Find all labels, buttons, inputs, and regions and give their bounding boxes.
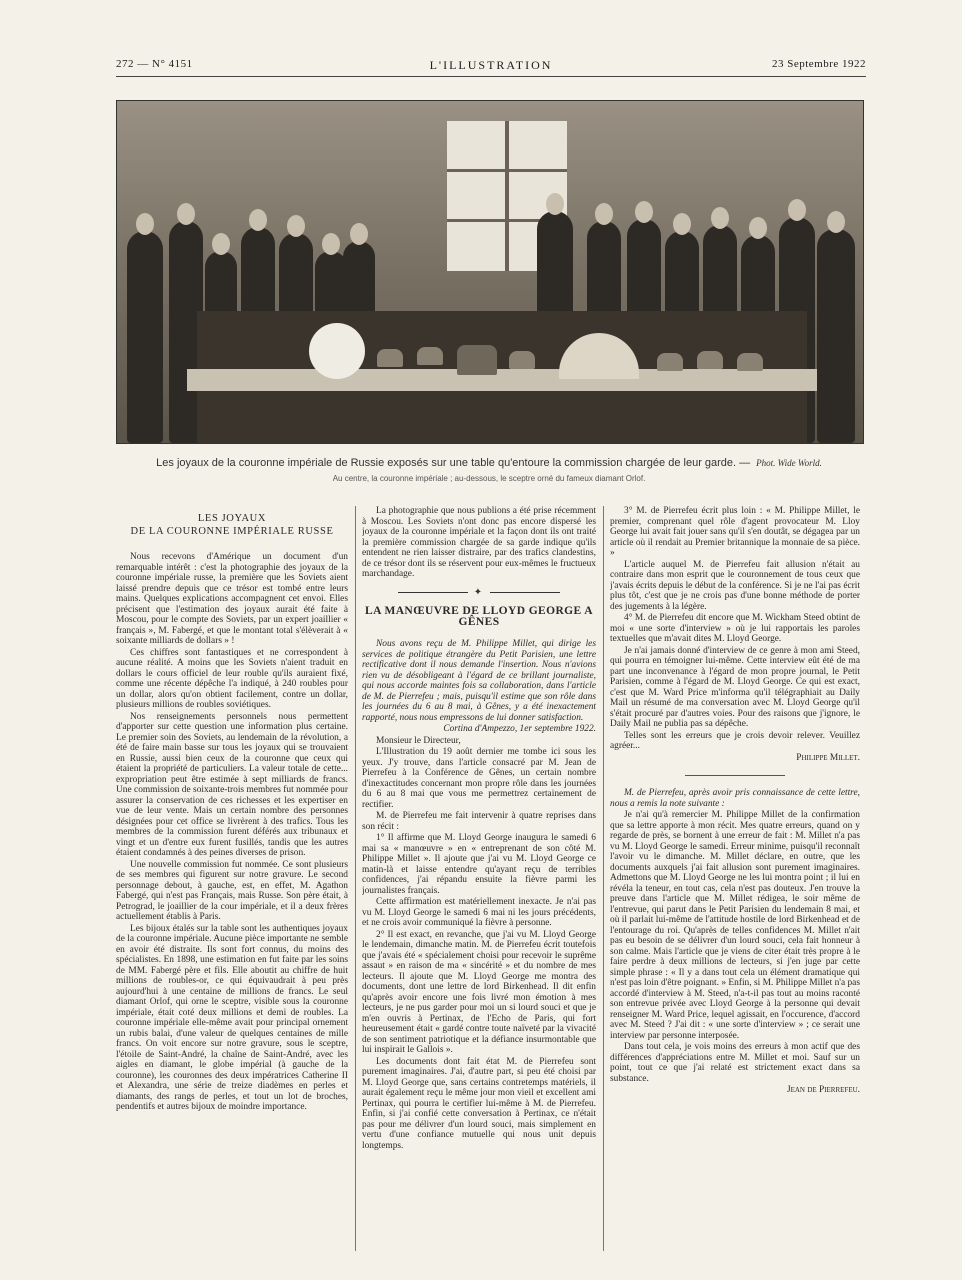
section-ornament: ✦ (362, 588, 596, 599)
column-1 (116, 506, 348, 1251)
publication-title: L'ILLUSTRATION (429, 58, 553, 72)
editor-note: Nous avons reçu de M. Philippe Millet, qui dirige les services de politique étrangère du Petit Parisien, une lettre rectificative dont il nous demande l'insertion. Nous n'avions rien vu de désobligeant à l'égard de ce brillant journaliste, qui nous accorde maintes fois sa collaboration, dans l'article de M. de Pierrefeu ; mais, puisqu'il estime que son rôle dans les journées du 6 au 8 mai, à Gênes, y a été inexactement rapporté, nous nous empressons de lui donner satisfaction. (362, 639, 596, 723)
paragraph: L'article auquel M. de Pierrefeu fait allusion n'était au contraire dans mon esprit que le couronnement de tous ceux que j'avais écrits depuis le début de la conférence. Si je ne l'ai pas écrit plus tôt, c'est que je ne crois pas d'une bonne méthode de porter des jugements à la légère. (610, 559, 860, 612)
article-title-jewels (116, 512, 348, 538)
running-head (116, 58, 866, 74)
article-title-line1: LES JOYAUX (197, 513, 267, 524)
paragraph: Ces chiffres sont fantastiques et ne correspondent à aucune réalité. A moins que les Soviets n'aient traduit en dollars le cours officiel de leur rouble qu'ils auraient fixé, comme une récente dépêche l'a indiqué, à 240 roubles pour un dollar, alors qu'on obtient facilement, contre un dollar, plusieurs millions de roubles soviétiques. (116, 647, 348, 710)
article-title-lloyd-george: LA MANŒUVRE DE LLOYD GEORGE A GÊNES (365, 605, 593, 628)
article-title-line2: DE LA COURONNE IMPÉRIALE RUSSE (130, 526, 334, 537)
column-2 (362, 506, 596, 1251)
paragraph: Cette affirmation est matériellement inexacte. Je n'ai pas vu M. Lloyd George le samedi 6 mai ni les jours précédents, et ne crois avoir communiqué la fièvre à personne. (362, 897, 596, 928)
separator (685, 775, 785, 776)
paragraph: M. de Pierrefeu me fait intervenir à quatre reprises dans son récit : (362, 811, 596, 832)
editor-note-2: M. de Pierrefeu, après avoir pris connaissance de cette lettre, nous a remis la note suivante : (610, 788, 860, 809)
photo-plume (309, 323, 365, 379)
issue-number: — N° 4151 (137, 58, 193, 70)
photo-credit: Phot. Wide World. (756, 458, 822, 468)
issue-date: 23 Septembre 1922 (771, 58, 866, 70)
photo-subcaption: Au centre, la couronne impériale ; au-dessous, le sceptre orné du fameux diamant Orlof. (332, 474, 646, 483)
paragraph: Les bijoux étalés sur la table sont les authentiques joyaux de la couronne impériale. Aucune pièce importante ne semble en avoir été distraite. Ils sont fort connus, du moins des spécialistes. En 1898, une estimation en fut faite par les soins de MM. Fabergé père et fils. Elle aboutit au chiffre de huit millions de roubles-or, ce qui équivaudrait à peu près aujourd'hui à une centaine de millions de francs. Le seul diamant Orlof, qui orne le sceptre, visible sous la couronne impériale, était coté deux millions et demi de roubles. La couronne impériale elle-même avait pour principal ornement un rubis balai, d'une valeur de quelques centaines de mille francs. On voit encore sur notre gravure, sous le sceptre, l'étoile de Saint-André, la chaîne de Saint-André, avec les aigles en diamant, le globe impérial (à gauche de la couronne), les couronnes des deux impératrices Catherine II et Alexandra, une série de treize diadèmes en perles et diamants, des rangs de perles, et tout un lot de broches, pendentifs et autres bijoux de moindre importance. (116, 923, 348, 1112)
paragraph: 2° Il est exact, en revanche, que j'ai vu M. Lloyd George le lendemain, dimanche matin. M. de Pierrefeu écrit toutefois que j'avais été « spécialement choisi pour recevoir le suprême assaut » en raison de ma « sincérité » et du nombre de mes lecteurs. Il ajoute que M. Lloyd George me montra des documents, dont une lettre de lord Birkenhead. Il dit enfin qu'après avoir encore une fois livré mon émotion à mes lecteurs, je ne pus garder pour moi un si lourd souci et que je m'en ouvris à Pertinax, de l'Echo de Paris, qui fort heureusement était « gardé contre toute naïveté par la vivacité de son sentiment patriotique et la défiance insurmontable que lui inspirait le Gallois ». (362, 929, 596, 1055)
crown-jewels-photograph (116, 100, 864, 444)
paragraph: 1° Il affirme que M. Lloyd George inaugura le samedi 6 mai sa « manœuvre » en « entreprenant de son côté M. Philippe Millet ». Il ajoute que j'ai vu M. Lloyd George ce matin-là et laisse entendre qu'ayant reçu de terribles confidences, j'ai répandu ensuite la fièvre parmi les journalistes français. (362, 833, 596, 896)
page-number: 272 (116, 58, 134, 70)
paragraph: 3° M. de Pierrefeu écrit plus loin : « M. Philippe Millet, le premier, comprenant quel rôle d'agent provocateur M. Lloy George lui avait fait jouer sans qu'il s'en doutât, se dégagea par un article où il rendait au Premier britannique la monnaie de sa pièce. » (610, 506, 860, 558)
paragraph: Je n'ai jamais donné d'interview de ce genre à mon ami Steed, qui pourra en témoigner lui-même. Cette interview eût été de ma part une inconvenance à l'égard de mon propre journal, le Petit Parisien, comme à l'égard de M. Lloyd George. Ce qui est exact, c'est que M. Ward Price m'informa qu'il télégraphiait au Daily Mail un résumé de ma conversation avec M. Lloyd George qu'il s'était procuré par d'autres voies. Pour des raisons que j'ignore, le Daily Mail ne publia pas sa dépêche. (610, 645, 860, 729)
letter-dateline: Cortina d'Ampezzo, 1er septembre 1922. (443, 724, 596, 734)
letter-salutation: Monsieur le Directeur, (376, 735, 461, 746)
paragraph: Nous recevons d'Amérique un document d'un remarquable intérêt : c'est la photographie des joyaux de la couronne impériale russe, la première que les Soviets aient laissé prendre depuis que ce trésor est tombé entre leurs mains. Quelques explications accompagnent cet envoi. Elles précisent que l'estimation des joyaux aurait été faite à Moscou, pour le compte des Soviets, par un expert joaillier « français », M. Fabergé, et que le montant total s'élèverait à « soixante milliards de dollars » ! (116, 552, 348, 646)
paragraph: Je n'ai qu'à remercier M. Philippe Millet de la confirmation que sa lettre apporte à mon récit. Mes quatre erreurs, quand on y regarde de près, se bornent à une erreur de fait : M. Millet n'a pas vu M. Lloyd George le samedi. Erreur minime, puisqu'il reconnaît l'avoir vu le dimanche. M. Millet déclare, en outre, que les documents auxquels j'ai fait allusion sont purement imaginaires. Admettons que M. Lloyd George ne les lui montra point ; il lui en révéla la teneur, en tout cas, cela n'est pas douteux. J'en trouve la preuve dans l'article que M. Millet rédigea, le soir même de l'entrevue, qui parut dans le Petit Parisien du lendemain 8 mai, et où il parlait lui-même de l'attitude hostile de lord Birkenhead et de l'entourage du roi. Qu'après de telles confidences M. Millet n'ait pas eu besoin de se délivrer d'un lourd souci, cela fait honneur à son calme. Mais l'article que je viens de citer était très propre à le faire perdre à deux millions de lecteurs, si j'en juge par cette simple phrase : « Il y a dans tout cela un élément dramatique qui n'est pas loin d'être poignant. » Enfin, si M. Philippe Millet n'a pas accordé d'interview à M. Steed, n'a-t-il pas tout au moins raconté son entrevue privée avec Lloyd George à la personne qui devait renseigner M. Ward Price, lequel agissait, en l'occurence, d'accord avec M. Steed ? J'ai dit : « une sorte d'interview » ; ce serait une interview par personne interposée. (610, 810, 860, 1041)
paragraph: Telles sont les erreurs que je crois devoir relever. Veuillez agréer... (610, 730, 860, 751)
signature-millet: Philippe Millet. (796, 752, 860, 763)
paragraph: 4° M. de Pierrefeu dit encore que M. Wickham Steed obtint de moi « une sorte d'interview » où je lui rapportais les paroles textuelles que m'avait dites M. Lloyd George. (610, 613, 860, 644)
column-divider (355, 506, 356, 1251)
photo-caption-text: Les joyaux de la couronne impériale de Russie exposés sur une table qu'entoure la commission chargée de leur garde. — (156, 457, 751, 469)
paragraph: Les documents dont fait état M. de Pierrefeu sont purement imaginaires. J'ai, d'autre part, si peu été choisi par M. Lloyd George que, sans certains contretemps matériels, il aurait également reçu le même jour mon vieil et excellent ami Pertinax, qui pourra le certifier lui-même à M. de Pierrefeu. Enfin, si j'ai confié cette conversation à Pertinax, ce n'était pas pour me délivrer d'un lourd souci, mais simplement en vertu d'une confiance mutuelle qui nous unit depuis longtemps. (362, 1056, 596, 1151)
paragraph: L'Illustration du 19 août dernier me tombe ici sous les yeux. J'y trouve, dans l'article consacré par M. Jean de Pierrefeu à la Conférence de Gênes, un certain nombre d'inexactitudes concernant mon propre rôle dans les journées du 6 au 8 mai que vous me permettrez certainement de rectifier. (362, 747, 596, 810)
column-3 (610, 506, 860, 1251)
signature-pierrefeu: Jean de Pierrefeu. (786, 1085, 860, 1095)
header-rule (116, 76, 866, 77)
paragraph: Nos renseignements personnels nous permettent d'apporter sur cette question une information plus certaine. Le premier soin des Soviets, au lendemain de la révolution, a été de faire main basse sur tous les joyaux qui se trouvaient en Russie, aussi bien ceux de la couronne que ceux qui étaient la propriété de particuliers. La valeur totale de cette... expropriation peut être estimée à sept milliards de francs. Une commission de soixante-trois membres fut nommée pour assurer la conservation de ces richesses et les expertiser en vue de leur vente. Mais un certain nombre des personnes désignées pour cet office se livrèrent à des trafics. Tous les membres de la commission furent déférés aux tribunaux et vingt et un d'entre eux furent fusillés, tandis que les autres étaient condamnés à des peines diverses de prison. (116, 711, 348, 858)
paragraph: Une nouvelle commission fut nommée. Ce sont plusieurs de ses membres qui figurent sur notre gravure. Le second personnage debout, à gauche, est, en effet, M. Agathon Fabergé, qui n'est pas Français, mais Russe. Son père était, à Petrograd, le joaillier de la cour impériale, et il a deux frères actuellement établis à Paris. (116, 859, 348, 922)
column-divider (603, 506, 604, 1251)
photo-tabletop (187, 369, 817, 391)
paragraph: Dans tout cela, je vois moins des erreurs à mon actif que des différences d'appréciations entre M. Millet et moi. Sauf sur un point, tout ce que j'ai relaté est strictement exact dans sa substance. (610, 1042, 860, 1084)
photo-caption (116, 457, 862, 469)
paragraph: La photographie que nous publions a été prise récemment à Moscou. Les Soviets n'ont donc pas encore dispersé les joyaux de la couronne impériale et la façon dont ils ont traité la première commission chargée de sa garde indique qu'ils entendent ne rien laisser distraire, par des trafics clandestins, de ce trésor dont ils se réservent pour eux-mêmes le fructueux marchandage. (362, 506, 596, 579)
